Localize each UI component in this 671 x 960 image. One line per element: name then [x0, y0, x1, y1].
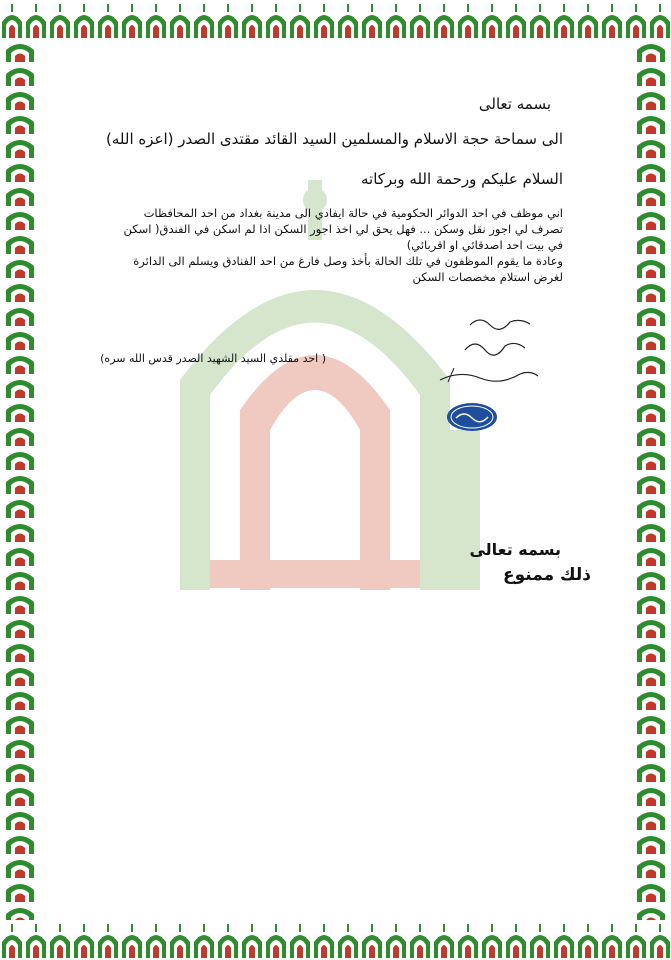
left-ornament-border — [0, 40, 40, 920]
answer-basmala: بسمه تعالى — [469, 540, 561, 559]
question-body — [103, 205, 563, 285]
letter-greeting: السلام عليكم ورحمة الله وبركاته — [361, 170, 563, 188]
letter-address: الى سماحة حجة الاسلام والمسلمين السيد القائد مقتدى الصدر (اعزه الله) — [106, 130, 563, 148]
top-ornament-border — [0, 0, 671, 40]
answer-ruling: ذلك ممنوع — [503, 565, 591, 585]
body-line: تصرف لي اجور نقل وسكن ... فهل يحق لي اخذ اجور السكن اذا لم اسكن في الفندق( اسكن — [123, 222, 563, 236]
body-line: وعادة ما يقوم الموظفون في تلك الحالة بأخذ وصل فارغ من احد الفنادق ويسلم الى الدائرة — [133, 254, 563, 268]
signer-line: ( احد مقلدي السيد الشهيد الصدر قدس الله سره) — [100, 352, 326, 365]
body-line: لغرض استلام مخصصات السكن — [412, 270, 563, 284]
right-ornament-border — [631, 40, 671, 920]
bottom-ornament-border — [0, 920, 671, 960]
body-line: اني موظف في احد الدوائر الحكومية في حالة ايفادي الى مدينة بغداد من احد المحافظات — [143, 206, 563, 220]
letter-basmala: بسمه تعالى — [478, 95, 551, 113]
office-seal-stamp — [446, 402, 498, 432]
body-line: في بيت احد اصدقائي او اقربائي) — [406, 238, 563, 252]
handwritten-signature — [430, 310, 540, 390]
